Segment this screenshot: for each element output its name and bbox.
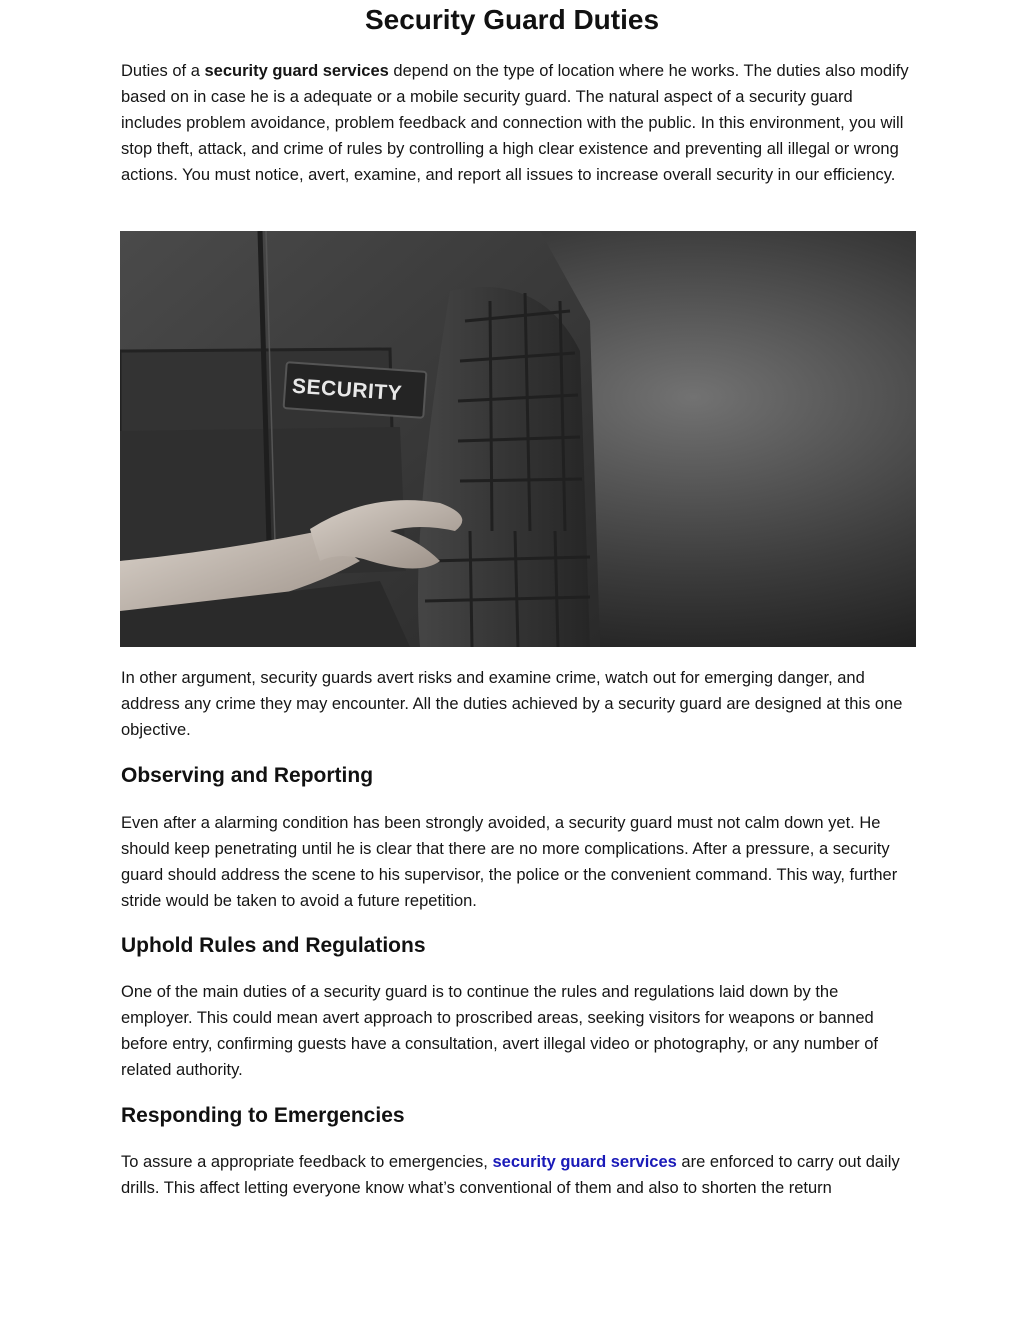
page-title: Security Guard Duties [364,4,660,35]
security-badge-text: SECURITY [291,374,403,406]
section-heading-emergencies: Responding to Emergencies [121,1104,405,1127]
intro-paragraph [121,58,911,188]
security-guard-photo [120,231,916,647]
intro-text-start: Duties of a [121,62,205,80]
section-body-uphold-rules: One of the main duties of a security guard is to continue the rules and regulations laid down by the employer. This could mean avert approach to proscribed areas, seeking visitors for weapons or banned before entry, confirming guests have a consultation, avert illegal video or photography, or any number of related authority. [121,983,878,1079]
section-heading-uphold-rules: Uphold Rules and Regulations [121,934,426,957]
emergencies-text-start: To assure a appropriate feedback to emergencies, [121,1153,493,1171]
security-guard-services-link[interactable]: security guard services [492,1153,677,1171]
paragraph-2: In other argument, security guards avert risks and examine crime, watch out for emerging danger, and address any crime they may encounter. All the duties achieved by a security guard are designed at this one objective. [121,669,903,739]
section-heading-observing: Observing and Reporting [121,764,374,787]
emergencies-text-end: are enforced to carry out daily drills. This affect letting everyone know what’s conventional of them and also to shorten the return [121,1153,900,1197]
section-body-emergencies [121,1149,911,1201]
intro-text-end: depend on the type of location where he works. The duties also modify based on in case he is a adequate or a mobile security guard. The natural aspect of a security guard includes problem avoidance, problem feedback and connection with the public. In this environment, you will stop theft, attack, and crime of rules by controlling a high clear existence and preventing all illegal or wrong actions. You must notice, avert, examine, and report all issues to increase overall security in our efficiency. [121,62,909,184]
section-body-observing: Even after a alarming condition has been strongly avoided, a security guard must not calm down yet. He should keep penetrating until he is clear that there are no more complications. After a pressure, a security guard should address the scene to his supervisor, the police or the convenient command. This way, further stride would be taken to avoid a future repetition. [121,814,898,910]
intro-bold-phrase: security guard services [204,62,389,80]
